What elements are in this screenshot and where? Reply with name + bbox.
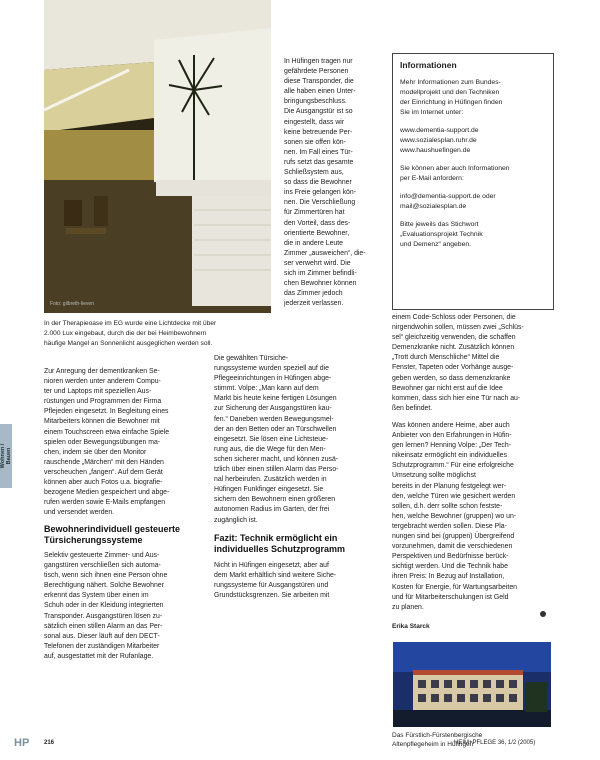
section-tab (0, 424, 12, 488)
information-box-emails[interactable]: info@dementia-support.de oder mail@sozialesplan.de (400, 193, 496, 210)
building-caption: Das Fürstlich-Fürstenbergische Altenpflegeheim in Hüfingen (392, 732, 483, 748)
journal-reference: HEIM+PFLEGE 36, 1/2 (2005) (454, 740, 536, 746)
magazine-logo: HP (14, 737, 30, 749)
building-photo (393, 642, 551, 727)
column2-text-end: Nicht in Hüfingen eingesetzt, aber auf dem Markt erhältlich sind weitere Siche- rungssysteme für Ausgangstüren und Grundstücksgrenzen. Sie arbeiten mit (214, 562, 337, 600)
column2-text: In Hüfingen tragen nur gefährdete Personen diese Transponder, die alle haben einen Unter- bringungsbeschluss. Die Ausgangstür ist so eingestellt, dass wir keine betreuende Per- sonen sie offen kön- nen. Im Fall eines Tür- rufs setzt das gesamte Schließsystem aus, so dass die Bewohner ins Freie gelangen kön- nen. Die Verschließung für Zimmertüren hat den Vorteil, dass des- orientierte Bewohner, die in andere Leute Zimmer „ausweichen“, die- ser verwehrt wird. Die sich im Zimmer befindli- chen Bewohner können das Zimmer jedoch jederzeit verlassen. (284, 58, 366, 308)
information-box-keyword: Bitte jeweils das Stichwort „Evaluationsprojekt Technik und Demenz“ angeben. (400, 221, 483, 248)
therapy-oasis-photo (44, 0, 271, 313)
column1-heading: Bewohnerindividuell gesteuerte Türsicherungssysteme (44, 524, 181, 545)
information-box-links[interactable]: www.dementia-support.de www.sozialesplan.ruhr.de www.haushuefingen.de (400, 127, 479, 154)
column1-text-continued: Selektiv gesteuerte Zimmer- und Aus- gangstüren verschließen sich automa- tisch, wenn sich ihnen eine Person ohne Berechtigung nähert. Solche Bewohner erkennt das System über einen im Schuh oder in der Kleidung integrierten Transponder. Ausgangstüren lösen zu- sätzlich einen stillen Alarm an das Per- sonal aus. Dieser läuft auf den DECT- Telefonen der zuständigen Mitarbeiter auf, ausgestattet mit der Rufanlage. (44, 552, 168, 660)
column2-heading: Fazit: Technik ermöglicht ein individuelles Schutzprogramm (214, 533, 346, 554)
author-name: Erika Starck (392, 623, 430, 630)
column3-text-continued: Was können andere Heime, aber auch Anbieter von den Erfahrungen in Hüfin- gen lernen? Henning Volpe: „Der Tech- nikeinsatz ermöglicht ein individuelles Schutzprogramm.“ Für eine erfolgreiche Umsetzung sollte möglichst bereits in der Planung festgelegt wer- den, welche Türen wie gesichert werden sollen, d.h. derr sollte schon festste- hen, welche Bewohner (gruppen) wo un- tergebracht werden sollen. Diese Pla- nungen sind bei (gruppen) Übergreifend vorzunehmen, damit die verschiedenen Perspektiven und Bedürfnisse berück- sichtigt werden. Und die Technik habe ihren Preis: In Bezug auf Installation, Kosten für Energie, für Wartungsarbeiten und für Mitarbeiterschulungen ist Geld zu planen. (392, 422, 517, 611)
information-box-title: Informationen (400, 60, 457, 70)
end-of-article-icon (540, 611, 546, 617)
page-footer (14, 737, 554, 753)
information-box (392, 53, 554, 310)
information-box-intro: Mehr Informationen zum Bundes- modellprojekt und den Techniken der Einrichtung in Hüfingen finden Sie im Internet unter: (400, 79, 503, 116)
information-box-email-intro: Sie können aber auch Informationen per E-Mail anfordern: (400, 165, 510, 182)
photo-caption: In der Therapieoase im EG wurde eine Lichtdecke mit über 2.000 Lux eingebaut, durch die der bei Heimbewohnern häufige Mangel an Sonnenlicht ausgeglichen werden soll. (44, 320, 217, 347)
column1-text: Zur Anregung der dementkranken Se- nioren werden unter anderem Compu- ter und Laptops mit speziellen Aus- rüstungen und Programmen der Firma Pflejeden eingesetzt. In Begleitung eines Mitarbeiters können die Bewohner mit einem Touchscreen etwa einfache Spiele spielen oder Bewegungsübungen ma- chen, indem sie über den Monitor rauschende „Märchen“ mit den Händen verscheuchen „fangen“. Auf dem Gerät können aber auch Fotos u.a. biografie- bezogene Medien gespeichert und abge- rufen werden sowie E-Mails empfangen und versendet werden. (44, 368, 170, 517)
page-number: 216 (44, 740, 55, 746)
photo-credit: Foto: gilbreth-lieven (50, 301, 94, 307)
section-tab-label: Wohnen / Bauen (0, 443, 12, 469)
column3-text: einem Code-Schloss oder Personen, die nirgendwohin sollen, müssen zwei „Schlüs- sel“ gleichzeitig verwenden, die schaffen Demenzkranke nicht. Zusätzlich können „Trott durch Menschliche“ Mittel die Fenster, Tapeten oder Vorhänge ausge- geben werden, so dass demenzkranke Bewohner gar nicht erst auf die Idee kommen, dass sich hier eine Tür nach au- ßen befindet. (392, 314, 524, 412)
column2-text-continued: Die gewählten Türsiche- rungssysteme wurden speziell auf die Pflegeeinrichtungen in Hüfingen abge- stimmt. Volpe: „Man kann auf dem Markt bis heute keine fertigen Lösungen zur Sicherung der Ausgangstüren kau- fen.“ Daneben werden Bewegungsmel- der an den Betten oder an Türschwellen eingesetzt. Sie lösen eine Lichtsteue- rung aus, die die Wege für den Men- schen sicherer macht, und können zusä- tzlich über einen stillen Alarm das Perso- nal herbeirufen. Zusätzlich werden in Hüfingen Funkfinger eingesetzt. Sie sichern den Bewohnern einen größeren autonomen Radius im Garten, der frei zugänglich ist. (214, 355, 339, 524)
